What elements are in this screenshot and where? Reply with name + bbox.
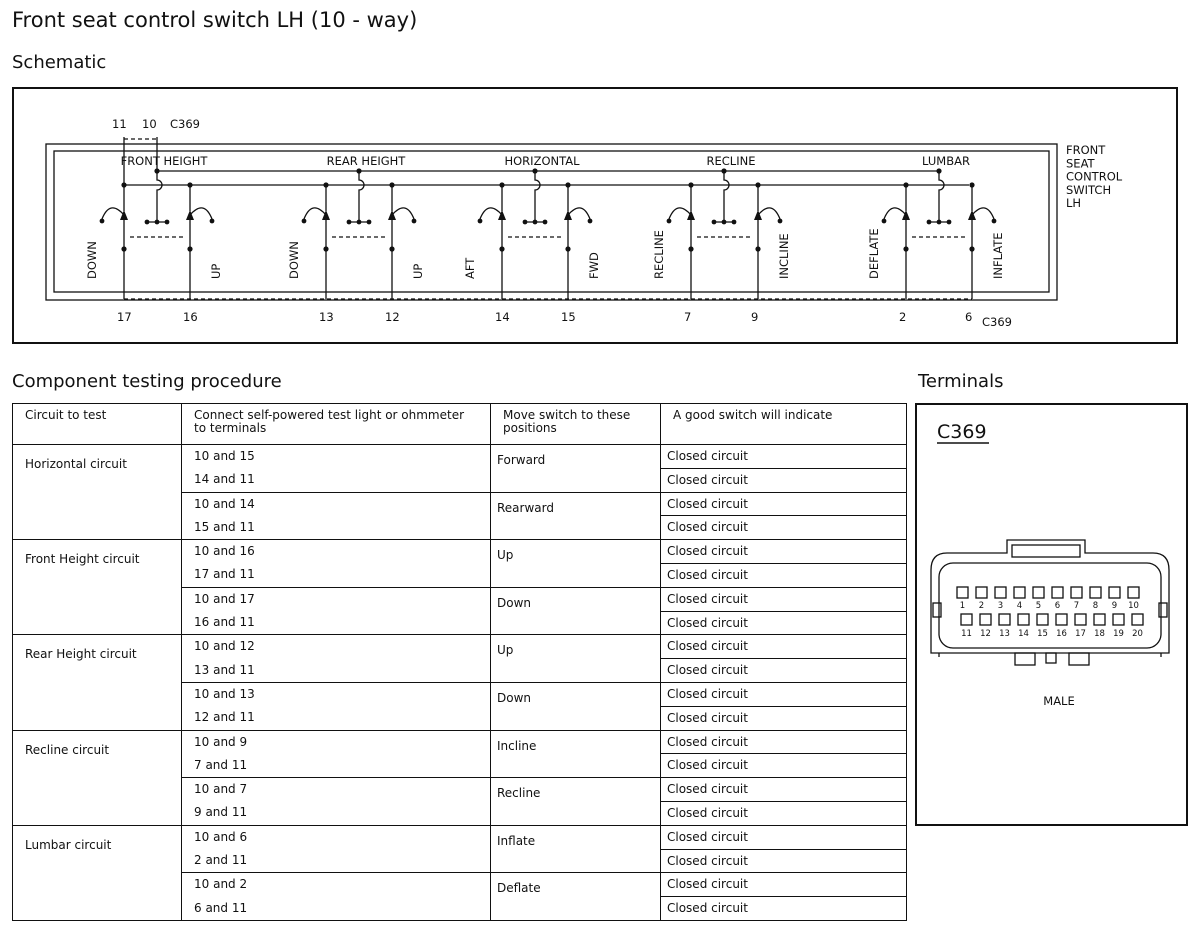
- terminal-number: 1: [959, 601, 966, 611]
- result-cell: Closed circuit: [661, 682, 907, 706]
- terminal-pair-cell: 10 and 2: [182, 873, 491, 897]
- position-label-right: INFLATE: [991, 232, 1005, 279]
- terminals-section-title: Terminals: [918, 371, 1004, 392]
- table-row: [13, 540, 907, 564]
- terminal-cavity: [995, 587, 1006, 598]
- contact-dot: [732, 220, 737, 225]
- junction-dot: [499, 246, 504, 251]
- contact-dot: [210, 219, 215, 224]
- terminal-number: 4: [1016, 601, 1023, 611]
- result-cell: Closed circuit: [661, 587, 907, 611]
- table-row: [13, 635, 907, 659]
- junction-dot: [903, 246, 908, 251]
- result-cell: Closed circuit: [661, 516, 907, 540]
- junction-dot: [323, 246, 328, 251]
- terminal-number: 11: [961, 629, 972, 639]
- terminal-cavity: [1037, 614, 1048, 625]
- result-cell: Closed circuit: [661, 611, 907, 635]
- contact-dot: [882, 219, 887, 224]
- connector-gender-label: MALE: [1043, 694, 1075, 708]
- contact-dot: [100, 219, 105, 224]
- switch-lever: [568, 208, 590, 219]
- side-key-right: [1159, 603, 1167, 617]
- switch-name: HORIZONTAL: [504, 154, 580, 168]
- result-cell: Closed circuit: [661, 540, 907, 564]
- pin-label-bottom: 6: [965, 310, 973, 324]
- terminal-cavity: [1109, 587, 1120, 598]
- junction-dot: [565, 246, 570, 251]
- switch-lever: [758, 208, 780, 219]
- pin-label-bottom: 17: [117, 310, 132, 324]
- contact-dot: [347, 220, 352, 225]
- switch-lever: [884, 208, 906, 219]
- pin-label-bottom: 13: [319, 310, 334, 324]
- terminal-number: 20: [1132, 629, 1143, 639]
- terminal-number: 6: [1054, 601, 1061, 611]
- contact-dot: [722, 220, 727, 225]
- pin-label-bottom: 14: [495, 310, 510, 324]
- terminal-number: 16: [1056, 629, 1067, 639]
- pin-label-bottom: 15: [561, 310, 576, 324]
- terminal-cavity: [999, 614, 1010, 625]
- terminal-cavity: [1033, 587, 1044, 598]
- pin-label-bottom: 16: [183, 310, 198, 324]
- position-label-left: RECLINE: [652, 230, 666, 279]
- position-label-left: AFT: [463, 257, 477, 279]
- terminal-number: 14: [1018, 629, 1029, 639]
- terminal-number: 13: [999, 629, 1010, 639]
- switch-position-cell: Rearward: [491, 492, 661, 540]
- contact-dot: [543, 220, 548, 225]
- switch-lever: [190, 208, 212, 219]
- pin-label-bottom: 7: [684, 310, 692, 324]
- contact-dot: [367, 220, 372, 225]
- pin-label-top: 11: [112, 117, 127, 131]
- terminal-number: 18: [1094, 629, 1105, 639]
- terminal-pair-cell: 9 and 11: [182, 801, 491, 825]
- terminal-number: 5: [1035, 601, 1042, 611]
- result-cell: Closed circuit: [661, 873, 907, 897]
- terminal-cavity: [1094, 614, 1105, 625]
- common-wire: [724, 171, 729, 222]
- terminal-pair-cell: 10 and 16: [182, 540, 491, 564]
- terminal-number: 7: [1073, 601, 1080, 611]
- contact-dot: [523, 220, 528, 225]
- position-label-right: UP: [411, 263, 425, 279]
- terminal-number: 10: [1128, 601, 1139, 611]
- switch-position-cell: Up: [491, 635, 661, 683]
- switch-name: RECLINE: [706, 154, 756, 168]
- switch-lever: [102, 208, 124, 219]
- schematic-diagram: [12, 87, 1178, 344]
- result-cell: Closed circuit: [661, 778, 907, 802]
- terminal-cavity: [1018, 614, 1029, 625]
- circuit-cell: Recline circuit: [13, 730, 182, 825]
- position-label-right: INCLINE: [777, 233, 791, 279]
- switch-name: FRONT HEIGHT: [120, 154, 208, 168]
- contact-dot: [533, 220, 538, 225]
- switch-name: LUMBAR: [922, 154, 970, 168]
- junction-dot: [688, 246, 693, 251]
- switch-position-cell: Up: [491, 540, 661, 588]
- contact-dot: [778, 219, 783, 224]
- terminal-cavity: [1071, 587, 1082, 598]
- side-key-left: [933, 603, 941, 617]
- terminal-pair-cell: 7 and 11: [182, 754, 491, 778]
- switch-lever: [972, 208, 994, 219]
- terminal-pair-cell: 13 and 11: [182, 659, 491, 683]
- switch-position-cell: Deflate: [491, 873, 661, 921]
- terminal-pair-cell: 14 and 11: [182, 468, 491, 492]
- table-row: [13, 825, 907, 849]
- terminal-number: 9: [1111, 601, 1118, 611]
- terminal-cavity: [1113, 614, 1124, 625]
- junction-dot: [187, 246, 192, 251]
- contact-dot: [302, 219, 307, 224]
- result-cell: Closed circuit: [661, 445, 907, 469]
- switch-lever: [480, 208, 502, 219]
- contact-dot: [947, 220, 952, 225]
- terminal-cavity: [957, 587, 968, 598]
- position-label-left: DOWN: [85, 241, 99, 279]
- common-wire: [359, 171, 364, 222]
- contact-dot: [712, 220, 717, 225]
- housing-label: SEAT: [1066, 156, 1095, 171]
- connector-id-label: C369: [937, 421, 987, 443]
- switch-housing-inner: [54, 151, 1049, 292]
- housing-label: LH: [1066, 196, 1082, 211]
- bottom-tab: [1015, 653, 1035, 665]
- contact-dot: [937, 220, 942, 225]
- connector-label-top: C369: [170, 117, 200, 131]
- pin-label-bottom: 9: [751, 310, 759, 324]
- terminal-cavity: [1056, 614, 1067, 625]
- switch-lever: [669, 208, 691, 219]
- result-cell: Closed circuit: [661, 659, 907, 683]
- position-label-left: DEFLATE: [867, 228, 881, 279]
- terminal-cavity: [1132, 614, 1143, 625]
- terminal-pair-cell: 10 and 15: [182, 445, 491, 469]
- schematic-section-title: Schematic: [12, 52, 107, 73]
- table-row: [13, 730, 907, 754]
- junction-dot: [969, 246, 974, 251]
- circuit-cell: Rear Height circuit: [13, 635, 182, 730]
- contact-dot: [155, 220, 160, 225]
- terminal-number: 3: [997, 601, 1004, 611]
- result-cell: Closed circuit: [661, 563, 907, 587]
- contact-dot: [165, 220, 170, 225]
- pin-label-bottom: 12: [385, 310, 400, 324]
- terminal-number: 19: [1113, 629, 1124, 639]
- header-positions: Move switch to these positions: [491, 404, 661, 445]
- terminal-pair-cell: 10 and 9: [182, 730, 491, 754]
- common-wire: [939, 171, 944, 222]
- terminal-pair-cell: 10 and 7: [182, 778, 491, 802]
- terminal-cavity: [976, 587, 987, 598]
- terminal-pair-cell: 10 and 14: [182, 492, 491, 516]
- table-body: [13, 445, 907, 921]
- terminal-cavity: [1014, 587, 1025, 598]
- switch-position-cell: Down: [491, 682, 661, 730]
- switch-position-cell: Forward: [491, 445, 661, 493]
- terminal-number: 15: [1037, 629, 1048, 639]
- result-cell: Closed circuit: [661, 801, 907, 825]
- terminal-pair-cell: 2 and 11: [182, 849, 491, 873]
- junction-dot: [121, 246, 126, 251]
- testing-procedure-table: [12, 403, 907, 921]
- pin-label-top: 10: [142, 117, 157, 131]
- switch-lever: [304, 208, 326, 219]
- contact-dot: [667, 219, 672, 224]
- contact-dot: [992, 219, 997, 224]
- switch-position-cell: Inflate: [491, 825, 661, 873]
- circuit-cell: Horizontal circuit: [13, 445, 182, 540]
- terminal-number: 8: [1092, 601, 1099, 611]
- result-cell: Closed circuit: [661, 730, 907, 754]
- header-terminals: Connect self-powered test light or ohmmeter to terminals: [182, 404, 491, 445]
- common-wire: [157, 171, 162, 222]
- terminal-pair-cell: 10 and 13: [182, 682, 491, 706]
- housing-label: FRONT: [1066, 143, 1106, 157]
- page-title: Front seat control switch LH (10 - way): [12, 8, 418, 32]
- procedure-section-title: Component testing procedure: [12, 371, 282, 392]
- terminals-panel: [915, 403, 1188, 826]
- common-wire: [535, 171, 540, 222]
- schematic-drawing: [14, 89, 1180, 346]
- switch-position-cell: Down: [491, 587, 661, 635]
- contact-dot: [412, 219, 417, 224]
- result-cell: Closed circuit: [661, 825, 907, 849]
- terminal-cavity: [1090, 587, 1101, 598]
- terminal-number: 2: [978, 601, 985, 611]
- terminal-number: 17: [1075, 629, 1086, 639]
- result-cell: Closed circuit: [661, 706, 907, 730]
- circuit-cell: Front Height circuit: [13, 540, 182, 635]
- junction-dot: [389, 246, 394, 251]
- terminal-cavity: [980, 614, 991, 625]
- result-cell: Closed circuit: [661, 635, 907, 659]
- result-cell: Closed circuit: [661, 468, 907, 492]
- terminal-cavity: [961, 614, 972, 625]
- terminal-pair-cell: 16 and 11: [182, 611, 491, 635]
- terminal-pair-cell: 17 and 11: [182, 563, 491, 587]
- position-label-right: UP: [209, 263, 223, 279]
- terminal-pair-cell: 10 and 12: [182, 635, 491, 659]
- result-cell: Closed circuit: [661, 897, 907, 921]
- connector-face-drawing: [917, 405, 1190, 828]
- terminal-pair-cell: 10 and 6: [182, 825, 491, 849]
- result-cell: Closed circuit: [661, 492, 907, 516]
- terminal-cavity: [1052, 587, 1063, 598]
- terminal-pair-cell: 12 and 11: [182, 706, 491, 730]
- position-label-left: DOWN: [287, 241, 301, 279]
- bottom-tab: [1069, 653, 1089, 665]
- terminal-pair-cell: 10 and 17: [182, 587, 491, 611]
- table-row: [13, 445, 907, 469]
- housing-label: SWITCH: [1066, 182, 1112, 197]
- terminal-cavity: [1075, 614, 1086, 625]
- contact-dot: [588, 219, 593, 224]
- junction-dot: [755, 246, 760, 251]
- terminal-cavity: [1128, 587, 1139, 598]
- contact-dot: [478, 219, 483, 224]
- contact-dot: [357, 220, 362, 225]
- table-header-row: [13, 404, 907, 445]
- connector-label-bottom: C369: [982, 315, 1012, 329]
- contact-dot: [927, 220, 932, 225]
- terminal-pair-cell: 15 and 11: [182, 516, 491, 540]
- result-cell: Closed circuit: [661, 754, 907, 778]
- position-label-right: FWD: [587, 252, 601, 279]
- connector-latch: [1012, 545, 1080, 557]
- housing-label: CONTROL: [1066, 169, 1123, 184]
- switch-lever: [392, 208, 414, 219]
- switch-position-cell: Recline: [491, 778, 661, 826]
- switch-position-cell: Incline: [491, 730, 661, 778]
- terminal-number: 12: [980, 629, 991, 639]
- header-indication: A good switch will indicate: [661, 404, 907, 445]
- circuit-cell: Lumbar circuit: [13, 825, 182, 920]
- terminal-pair-cell: 6 and 11: [182, 897, 491, 921]
- header-circuit: Circuit to test: [13, 404, 182, 445]
- bottom-tab: [1046, 653, 1056, 663]
- pin-label-bottom: 2: [899, 310, 907, 324]
- result-cell: Closed circuit: [661, 849, 907, 873]
- switch-name: REAR HEIGHT: [326, 154, 406, 168]
- contact-dot: [145, 220, 150, 225]
